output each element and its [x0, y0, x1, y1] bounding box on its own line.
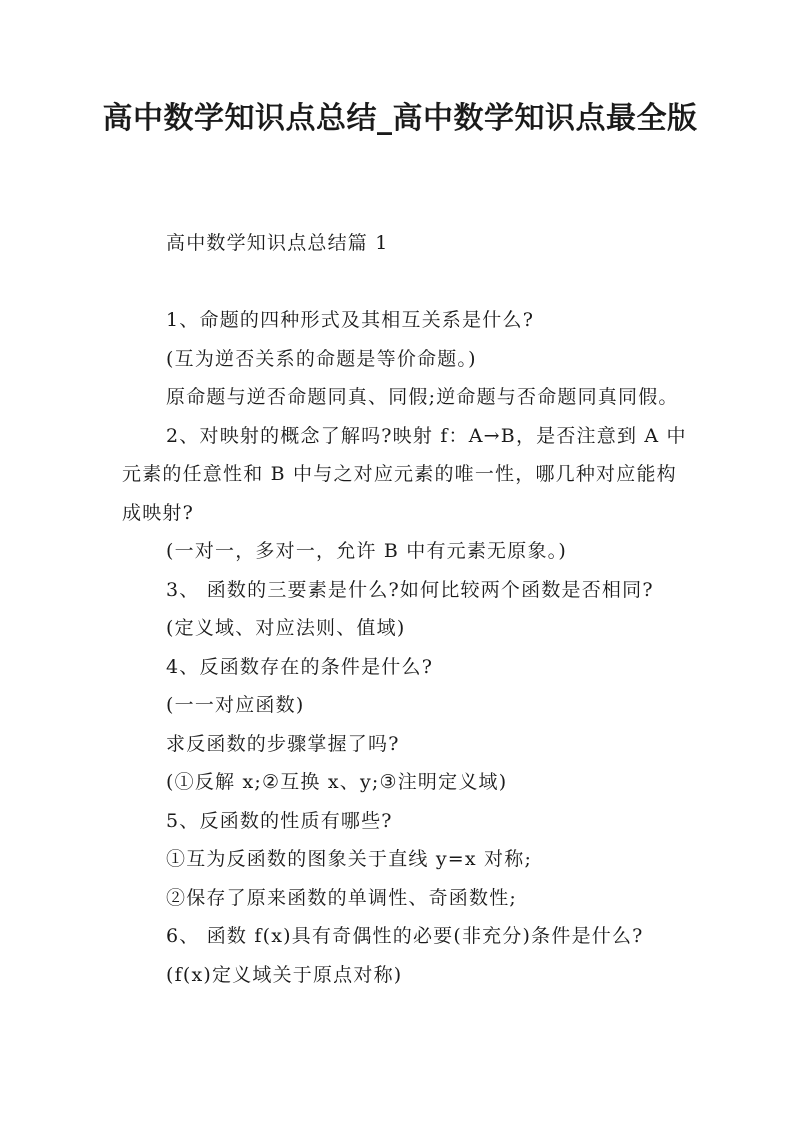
paragraph: 5、反函数的性质有哪些? — [166, 809, 393, 832]
paragraph: (一一对应函数) — [166, 694, 305, 716]
paragraph: (一对一，多对一，允许 B 中有元素无原象。) — [166, 540, 567, 562]
document-body — [122, 224, 692, 994]
paragraph: 2、对映射的概念了解吗?映射 f：A→B，是否注意到 A 中元素的任意性和 B 中与之对应元素的唯一性，哪几种对应能构成映射? — [122, 424, 687, 524]
paragraph: 求反函数的步骤掌握了吗? — [166, 732, 400, 755]
paragraph: 3、 函数的三要素是什么?如何比较两个函数是否相同? — [166, 578, 654, 601]
section-heading: 高中数学知识点总结篇 1 — [166, 232, 389, 254]
paragraph: ②保存了原来函数的单调性、奇函数性; — [166, 886, 518, 909]
paragraph: 4、反函数存在的条件是什么? — [166, 655, 434, 678]
paragraph: ①互为反函数的图象关于直线 y=x 对称; — [166, 848, 533, 870]
document-title: 高中数学知识点总结_高中数学知识点最全版 — [102, 101, 698, 136]
paragraph: 1、命题的四种形式及其相互关系是什么? — [166, 309, 535, 331]
paragraph: (互为逆否关系的命题是等价命题。) — [166, 347, 477, 370]
paragraph: 原命题与逆否命题同真、同假;逆命题与否命题同真同假。 — [166, 386, 679, 408]
paragraph: 6、 函数 f(x)具有奇偶性的必要(非充分)条件是什么? — [166, 925, 644, 947]
paragraph: (定义域、对应法则、值域) — [166, 617, 406, 639]
paragraph: (①反解 x;②互换 x、y;③注明定义域) — [166, 771, 508, 793]
paragraph: (f(x)定义域关于原点对称) — [166, 963, 403, 986]
